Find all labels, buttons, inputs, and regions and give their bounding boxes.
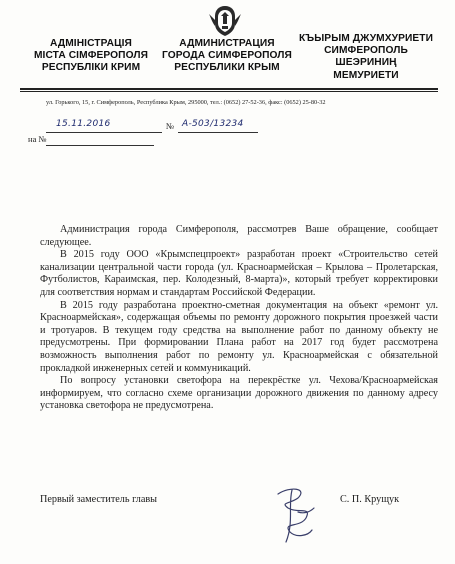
paragraph-2: В 2015 году ООО «Крымспецпроект» разработан проект «Строительство сетей канализации центральной части города (ул. Красноармейская – Крылова – Пролетарская, Футболистов, Караимская, пер. Колодезный, 8-марта)», который требует корректировки для соответствия нормам и стандартам Российской Федерации.	[40, 249, 438, 298]
header-crh-line-1: КЪЫРЫМ ДЖУМХУРИЕТИ	[298, 33, 434, 44]
number-handwritten: А-503/13234	[182, 119, 244, 129]
header-ukrainian	[26, 38, 156, 75]
header-ru-line-1: АДМИНИСТРАЦИЯ	[179, 38, 275, 49]
header-crh-line-4: МЕМУРИЕТИ	[333, 69, 399, 81]
header-crh-line-3: ШЕЭРИНИҢ	[335, 57, 397, 69]
header-russian	[162, 38, 292, 75]
header-ua-line-2: МІСТА СІМФЕРОПОЛЯ	[33, 50, 149, 62]
header-rule-thick	[20, 88, 438, 90]
paragraph-1: Администрация города Симферополя, рассмотрев Ваше обращение, сообщает следующее.	[40, 224, 438, 248]
reference-label: на №	[28, 134, 47, 144]
date-handwritten: 15.11.2016	[56, 119, 111, 129]
header-ua-line-3: РЕСПУБЛІКИ КРИМ	[41, 62, 141, 74]
header-crimean-tatar	[296, 33, 436, 82]
header-ru-line-3: РЕСПУБЛИКИ КРЫМ	[174, 62, 280, 74]
signature-block	[40, 490, 440, 550]
header-ua-line-1: АДМІНІСТРАЦІЯ	[50, 38, 132, 49]
registration-block	[28, 119, 438, 147]
paragraph-3: В 2015 году разработана проектно-сметная документация на объект «ремонт ул. Красноармейская», содержащая объемы по ремонту дорожного покрытия проезжей части и тротуаров. В текущем году средства на выполнение работ по данному объекту не предусмотрены. При формировании Плана работ на 2017 год будет рассмотрена возможность выполнения работ по ремонту ул. Красноармейская с обязательной прокладкой инженерных сетей и коммуникаций.	[40, 299, 438, 374]
signatory-title: Первый заместитель главы	[40, 494, 157, 505]
paragraph-4: По вопросу установки светофора на перекрёстке ул. Чехова/Красноармейская информируем, что согласно схеме организации дорожного движения по данному адресу установка светофора не предусмотрена.	[40, 375, 438, 412]
handwritten-signature-icon	[268, 482, 328, 548]
header-crh-line-2: СИМФЕРОПОЛЬ	[324, 45, 408, 57]
signatory-name: С. П. Крущук	[340, 494, 400, 505]
address-line: ул. Горького, 15, г. Симферополь, Республика Крым, 295000, тел.: (0652) 27-52-36, факс: (0652) 25-80-32	[46, 99, 326, 106]
reference-field	[46, 134, 154, 146]
letter-body	[40, 224, 438, 413]
number-label: №	[166, 121, 175, 131]
header-ru-line-2: ГОРОДА СИМФЕРОПОЛЯ	[162, 50, 292, 62]
header-rule-thin	[20, 91, 438, 92]
coat-of-arms-icon	[206, 4, 244, 38]
